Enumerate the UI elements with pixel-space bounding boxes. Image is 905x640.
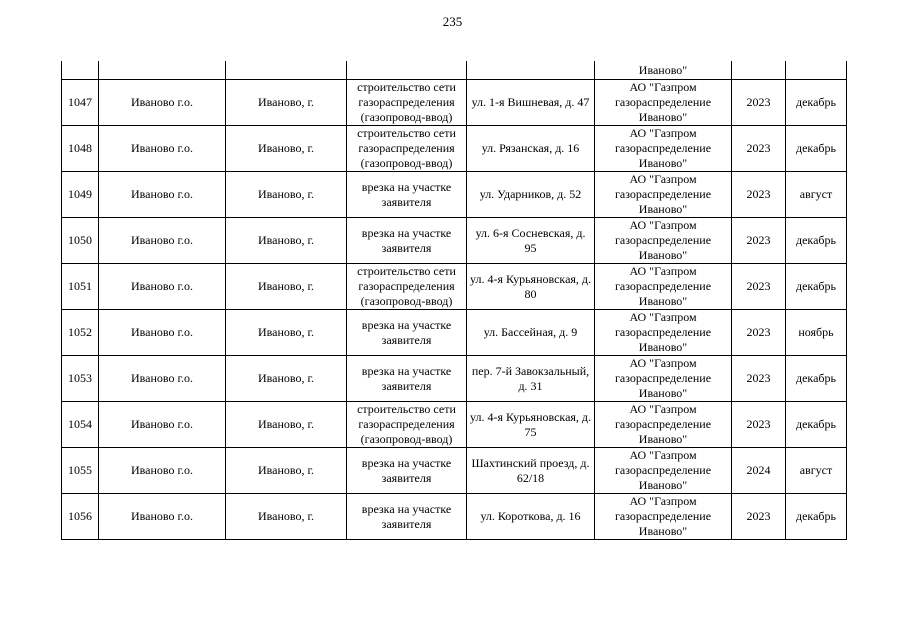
cell-district: Иваново г.о. [99,448,226,494]
cell-year: 2023 [732,218,786,264]
cell-month: декабрь [786,80,847,126]
cell-address: ул. 6-я Сосневская, д. 95 [467,218,595,264]
cell-work: врезка на участке заявителя [347,218,467,264]
cell-month: декабрь [786,218,847,264]
cell-organization: АО "Газпром газораспределение Иваново" [595,126,732,172]
cell-district: Иваново г.о. [99,356,226,402]
cell-district: Иваново г.о. [99,218,226,264]
cell-month: декабрь [786,264,847,310]
cell-address: пер. 7-й Завокзальный, д. 31 [467,356,595,402]
cell-organization: АО "Газпром газораспределение Иваново" [595,310,732,356]
cell-locality: Иваново, г. [226,80,347,126]
cell-year [732,61,786,80]
table-row [62,172,847,218]
cell-num: 1054 [62,402,99,448]
cell-year: 2023 [732,356,786,402]
table-row [62,448,847,494]
cell-locality: Иваново, г. [226,448,347,494]
cell-year: 2023 [732,494,786,540]
cell-year: 2023 [732,264,786,310]
cell-district: Иваново г.о. [99,494,226,540]
cell-month: декабрь [786,494,847,540]
cell-work: врезка на участке заявителя [347,172,467,218]
cell-district: Иваново г.о. [99,310,226,356]
cell-work: врезка на участке заявителя [347,310,467,356]
cell-month: август [786,448,847,494]
table-row [62,80,847,126]
cell-address: ул. Ударников, д. 52 [467,172,595,218]
cell-year: 2023 [732,310,786,356]
cell-month: август [786,172,847,218]
cell-num: 1052 [62,310,99,356]
cell-district: Иваново г.о. [99,126,226,172]
page-number: 235 [442,14,463,29]
cell-organization: АО "Газпром газораспределение Иваново" [595,402,732,448]
cell-num: 1048 [62,126,99,172]
cell-locality: Иваново, г. [226,172,347,218]
cell-num: 1055 [62,448,99,494]
table-row [62,126,847,172]
cell-address: ул. Рязанская, д. 16 [467,126,595,172]
cell-district [99,61,226,80]
cell-num: 1053 [62,356,99,402]
cell-address: ул. 4-я Курьяновская, д. 80 [467,264,595,310]
gasification-table [61,61,847,540]
cell-locality: Иваново, г. [226,494,347,540]
cell-organization: АО "Газпром газораспределение Иваново" [595,264,732,310]
cell-year: 2023 [732,172,786,218]
cell-locality: Иваново, г. [226,218,347,264]
cell-work [347,61,467,80]
cell-month: декабрь [786,356,847,402]
cell-locality: Иваново, г. [226,356,347,402]
cell-num [62,61,99,80]
cell-organization: АО "Газпром газораспределение Иваново" [595,356,732,402]
cell-organization: АО "Газпром газораспределение Иваново" [595,80,732,126]
cell-year: 2024 [732,448,786,494]
cell-organization: АО "Газпром газораспределение Иваново" [595,494,732,540]
cell-work: врезка на участке заявителя [347,494,467,540]
cell-work: строительство сети газораспределения (газопровод-ввод) [347,80,467,126]
cell-work: врезка на участке заявителя [347,448,467,494]
table-row [62,218,847,264]
cell-organization: АО "Газпром газораспределение Иваново" [595,172,732,218]
cell-month: декабрь [786,402,847,448]
cell-month: декабрь [786,126,847,172]
cell-num: 1047 [62,80,99,126]
table-row [62,402,847,448]
cell-organization: АО "Газпром газораспределение Иваново" [595,448,732,494]
cell-locality [226,61,347,80]
cell-work: строительство сети газораспределения (газопровод-ввод) [347,264,467,310]
cell-address: ул. Бассейная, д. 9 [467,310,595,356]
cell-year: 2023 [732,126,786,172]
cell-organization: Иваново" [595,61,732,80]
cell-month [786,61,847,80]
cell-year: 2023 [732,80,786,126]
cell-num: 1051 [62,264,99,310]
cell-num: 1049 [62,172,99,218]
cell-year: 2023 [732,402,786,448]
cell-work: строительство сети газораспределения (газопровод-ввод) [347,402,467,448]
table-row [62,356,847,402]
cell-address: ул. Короткова, д. 16 [467,494,595,540]
cell-address [467,61,595,80]
cell-num: 1056 [62,494,99,540]
cell-locality: Иваново, г. [226,310,347,356]
cell-address: ул. 1-я Вишневая, д. 47 [467,80,595,126]
cell-month: ноябрь [786,310,847,356]
cell-num: 1050 [62,218,99,264]
cell-district: Иваново г.о. [99,80,226,126]
cell-district: Иваново г.о. [99,172,226,218]
cell-organization: АО "Газпром газораспределение Иваново" [595,218,732,264]
cell-address: ул. 4-я Курьяновская, д. 75 [467,402,595,448]
cell-locality: Иваново, г. [226,264,347,310]
table-row [62,310,847,356]
table-row [62,264,847,310]
cell-address: Шахтинский проезд, д. 62/18 [467,448,595,494]
cell-district: Иваново г.о. [99,264,226,310]
continuation-row [62,61,847,80]
cell-locality: Иваново, г. [226,402,347,448]
cell-work: врезка на участке заявителя [347,356,467,402]
cell-work: строительство сети газораспределения (газопровод-ввод) [347,126,467,172]
cell-locality: Иваново, г. [226,126,347,172]
cell-district: Иваново г.о. [99,402,226,448]
table-row [62,494,847,540]
